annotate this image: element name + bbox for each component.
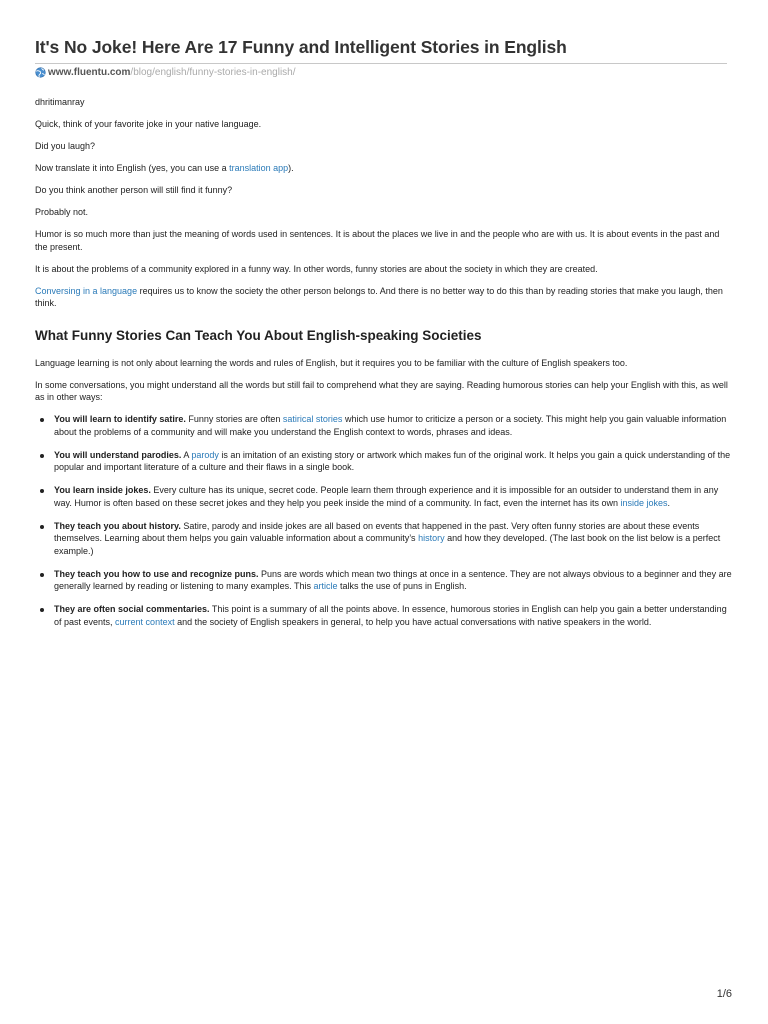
- page-number: 1/6: [716, 988, 732, 1000]
- globe-icon: [35, 67, 46, 78]
- bullet-icon: [40, 608, 44, 612]
- list-item: [35, 413, 732, 438]
- bullet-icon: [40, 525, 44, 529]
- source-domain[interactable]: www.fluentu.com: [48, 67, 131, 78]
- list-item-text-end: which use humor to criticize a person or a society. This might help you gain valuable information about the problems of a community and will make you understand the English context to words, phrases and ideas.: [54, 414, 727, 437]
- bullet-icon: [40, 489, 44, 493]
- list-item: [35, 603, 732, 628]
- intro-paragraph-2: Did you laugh?: [35, 141, 96, 151]
- article-link[interactable]: article: [313, 581, 338, 591]
- list-item-lead: You will understand parodies.: [54, 449, 182, 460]
- list-item-text-end: talks the use of puns in English.: [337, 581, 467, 591]
- list-item: [35, 449, 732, 474]
- intro-paragraph-5: Probably not.: [35, 207, 89, 217]
- parody-link[interactable]: parody: [191, 449, 219, 460]
- list-item-text-end: .: [667, 497, 671, 508]
- list-item-text: A: [181, 449, 192, 460]
- intro-paragraph-3: [35, 162, 732, 175]
- satirical-stories-link[interactable]: satirical stories: [282, 414, 343, 424]
- section-paragraph-1: Language learning is not only about learning the words and rules of English, but it requires you to be familiar with the culture of English speakers too.: [35, 357, 628, 368]
- list-item: [35, 484, 732, 509]
- inside-jokes-link[interactable]: inside jokes: [620, 497, 668, 508]
- intro-paragraph-3-text: Now translate it into English (yes, you can use a: [35, 163, 230, 173]
- title-divider: [35, 63, 727, 64]
- source-path[interactable]: /blog/english/funny-stories-in-english/: [130, 67, 296, 78]
- bullet-icon: [40, 573, 44, 577]
- list-item-text: Puns are words which mean two things at once in a sentence. They are not always obvious to a beginner and they are generally learned by reading or listening to many examples. This: [54, 568, 732, 591]
- source-url[interactable]: [35, 67, 296, 78]
- author-name: dhritimanray: [35, 97, 85, 107]
- intro-paragraph-6: Humor is so much more than just the meaning of words used in sentences. It is about the places we live in and the people who are with us. It is about events in the past and the present.: [35, 229, 720, 252]
- bullet-icon: [40, 454, 44, 458]
- translation-app-link[interactable]: translation app: [229, 163, 289, 173]
- article-body: [35, 96, 732, 639]
- intro-paragraph-3-end: ).: [288, 163, 294, 173]
- list-item-lead: You learn inside jokes.: [54, 485, 151, 495]
- section-heading: What Funny Stories Can Teach You About English-speaking Societies: [35, 327, 482, 343]
- intro-paragraph-1: Quick, think of your favorite joke in your native language.: [35, 119, 262, 129]
- benefits-list: [35, 413, 732, 628]
- bullet-icon: [40, 418, 44, 422]
- list-item-text-end: and how they developed. (The last book on the list below is a perfect example.): [54, 533, 721, 556]
- intro-paragraph-4: Do you think another person will still find it funny?: [35, 185, 233, 195]
- intro-paragraph-8-text: requires us to know the society the other person belongs to. And there is no better way to do this than by reading stories that make you laugh, then think.: [35, 285, 723, 308]
- current-context-link[interactable]: current context: [115, 616, 175, 627]
- conversing-link[interactable]: Conversing in a language: [35, 285, 138, 296]
- list-item: [35, 520, 732, 558]
- article-title: It's No Joke! Here Are 17 Funny and Intelligent Stories in English: [35, 37, 567, 57]
- section-paragraph-2: In some conversations, you might understand all the words but still fail to comprehend what they are saying. Reading humorous stories can help your English with this, as well as in other ways:: [35, 379, 728, 402]
- list-item-lead: You will learn to identify satire.: [54, 414, 186, 424]
- list-item-text: Funny stories are often: [185, 414, 283, 424]
- list-item-lead: They teach you how to use and recognize puns.: [54, 568, 259, 579]
- list-item-text: Every culture has its unique, secret code. People learn them through experience and it is impossible for an outsider to understand them in any way. Humor is often based on these secret jokes and they help you peek inside the mind of a community. In fact, even the internet has its own: [54, 485, 719, 508]
- intro-paragraph-7: It is about the problems of a community explored in a funny way. In other words, funny stories are about the society in which they are created.: [35, 263, 598, 274]
- list-item-text-end: and the society of English speakers in general, to help you have actual conversations with native speakers in the world.: [174, 616, 652, 627]
- list-item-lead: They teach you about history.: [54, 520, 181, 531]
- list-item: [35, 568, 732, 593]
- history-link[interactable]: history: [418, 533, 445, 543]
- list-item-text-end: is an imitation of an existing story or artwork which makes fun of the original work. It helps you gain a quick understanding of the popular and important literature of a culture and their flaws in a single book.: [54, 449, 731, 472]
- intro-paragraph-8: [35, 285, 732, 310]
- list-item-text: This point is a summary of all the points above. In essence, humorous stories in English can help you gain a better understanding of past events,: [54, 604, 727, 627]
- list-item-lead: They are often social commentaries.: [54, 604, 210, 614]
- list-item-text: Satire, parody and inside jokes are all based on events that happened in the past. Very often funny stories are about these events themselves. Learning about them helps you gain valuable information about a community’s: [54, 520, 700, 543]
